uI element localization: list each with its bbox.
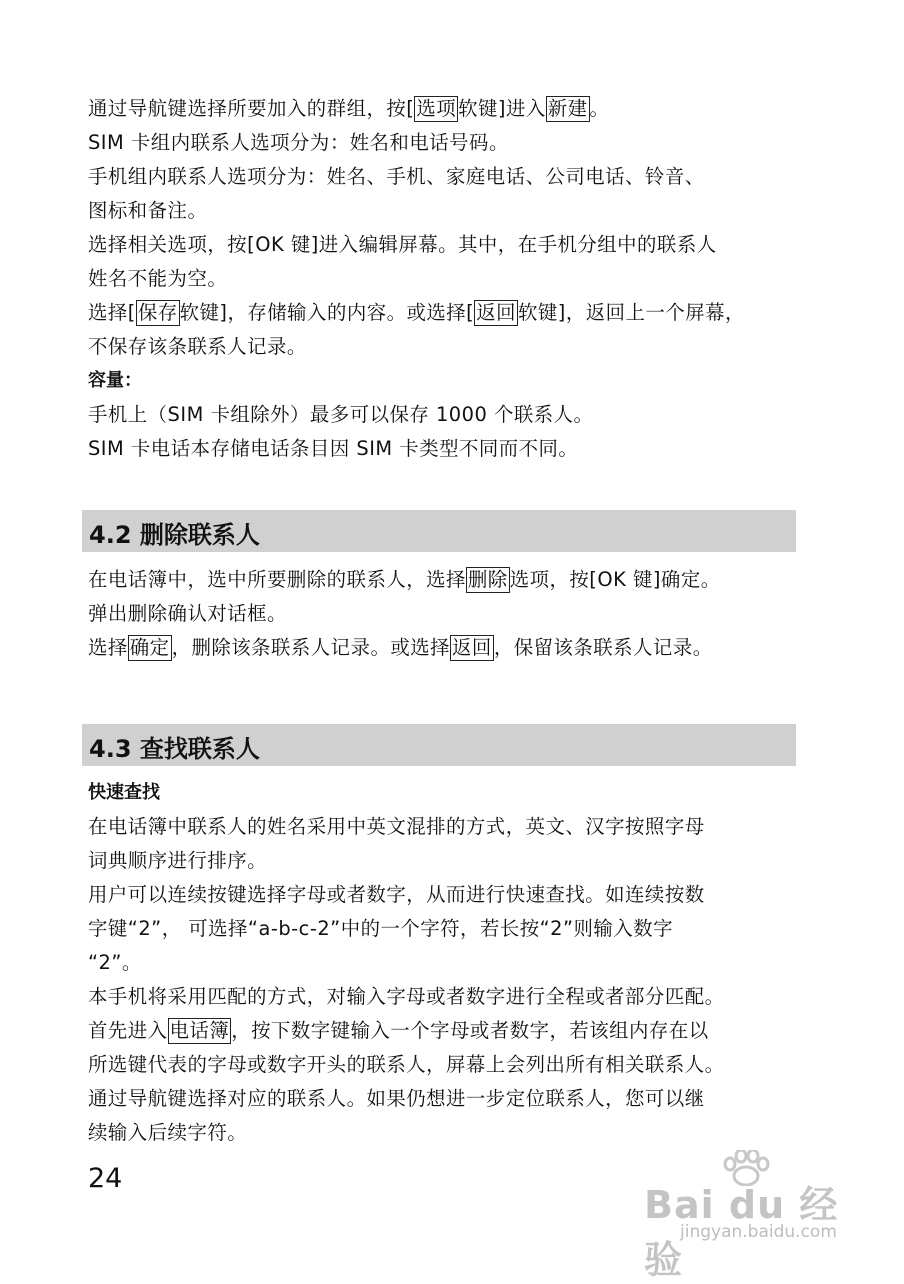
page-number: 24 bbox=[88, 1163, 123, 1194]
softkey-label: 选项 bbox=[416, 97, 457, 120]
text-line: 在电话簿中联系人的姓名采用中英文混排的方式，英文、汉字按照字母 bbox=[88, 815, 705, 838]
text-line bbox=[88, 1014, 800, 1048]
text: 选项，按[OK 键]确定。 bbox=[509, 568, 721, 591]
text-line: 通过导航键选择对应的联系人。如果仍想进一步定位联系人，您可以继 bbox=[88, 1087, 705, 1110]
section-4-3-body bbox=[88, 776, 800, 1150]
subsection-heading: 快速查找 bbox=[88, 782, 160, 803]
section-4-2-body bbox=[88, 563, 800, 665]
text-line: “2”。 bbox=[88, 951, 142, 974]
text-line: 不保存该条联系人记录。 bbox=[88, 335, 307, 358]
text-line bbox=[88, 296, 800, 330]
text: 软键]进入 bbox=[458, 97, 546, 120]
text: 软键]，存储输入的内容。或选择[ bbox=[179, 301, 475, 324]
text-line: 本手机将采用匹配的方式，对输入字母或者数字进行全程或者部分匹配。 bbox=[88, 985, 725, 1008]
softkey-label: 保存 bbox=[137, 301, 178, 324]
watermark-brand: Bai du 经验 bbox=[644, 1183, 839, 1282]
text: 选择[ bbox=[88, 301, 136, 324]
text: 首先进入 bbox=[88, 1019, 168, 1042]
text-line: SIM 卡电话本存储电话条目因 SIM 卡类型不同而不同。 bbox=[88, 437, 579, 460]
text: ，按下数字键输入一个字母或者数字，若该组内存在以 bbox=[231, 1019, 709, 1042]
watermark-url: jingyan.baidu.com bbox=[680, 1222, 837, 1242]
text: ，删除该条联系人记录。或选择 bbox=[171, 636, 451, 659]
text-line: 用户可以连续按键选择字母或者数字，从而进行快速查找。如连续按数 bbox=[88, 883, 705, 906]
text-line: 姓名不能为空。 bbox=[88, 267, 228, 290]
text: 选择 bbox=[88, 636, 128, 659]
softkey-label: 返回 bbox=[476, 301, 517, 324]
text-line: 弹出删除确认对话框。 bbox=[88, 602, 287, 625]
option-label: 返回 bbox=[452, 636, 492, 659]
text-line bbox=[88, 563, 800, 597]
text: 在电话簿中，选中所要删除的联系人，选择 bbox=[88, 568, 466, 591]
section-title: 4.2 删除联系人 bbox=[89, 521, 260, 549]
text-line: 词典顺序进行排序。 bbox=[88, 849, 268, 872]
text: 通过导航键选择所要加入的群组，按[ bbox=[88, 97, 415, 120]
menu-item-label: 电话簿 bbox=[169, 1019, 230, 1042]
text-line: 手机组内联系人选项分为：姓名、手机、家庭电话、公司电话、铃音、 bbox=[88, 165, 705, 188]
menu-item-label: 新建 bbox=[547, 97, 588, 120]
capacity-heading: 容量： bbox=[88, 370, 142, 391]
text: ，保留该条联系人记录。 bbox=[493, 636, 713, 659]
text: 。 bbox=[589, 97, 610, 120]
intro-text bbox=[88, 92, 800, 466]
text-line: 字键“2”， 可选择“a-b-c-2”中的一个字符，若长按“2”则输入数字 bbox=[88, 917, 673, 940]
option-label: 确定 bbox=[129, 636, 170, 659]
section-header-4-3 bbox=[82, 724, 796, 766]
text-line: 选择相关选项，按[OK 键]进入编辑屏幕。其中，在手机分组中的联系人 bbox=[88, 233, 717, 256]
text: 软键]，返回上一个屏幕， bbox=[518, 301, 745, 324]
text-line: 所选键代表的字母或数字开头的联系人，屏幕上会列出所有相关联系人。 bbox=[88, 1053, 725, 1076]
text-line: 图标和备注。 bbox=[88, 199, 208, 222]
baidu-watermark bbox=[640, 1150, 860, 1282]
section-header-4-2 bbox=[82, 510, 796, 552]
text-line: 手机上（SIM 卡组除外）最多可以保存 1000 个联系人。 bbox=[88, 403, 594, 426]
text-line: 续输入后续字符。 bbox=[88, 1121, 248, 1144]
text-line bbox=[88, 631, 800, 665]
text-line bbox=[88, 92, 800, 126]
option-label: 删除 bbox=[467, 568, 508, 591]
section-title: 4.3 查找联系人 bbox=[89, 735, 260, 763]
text-line: SIM 卡组内联系人选项分为：姓名和电话号码。 bbox=[88, 131, 509, 154]
